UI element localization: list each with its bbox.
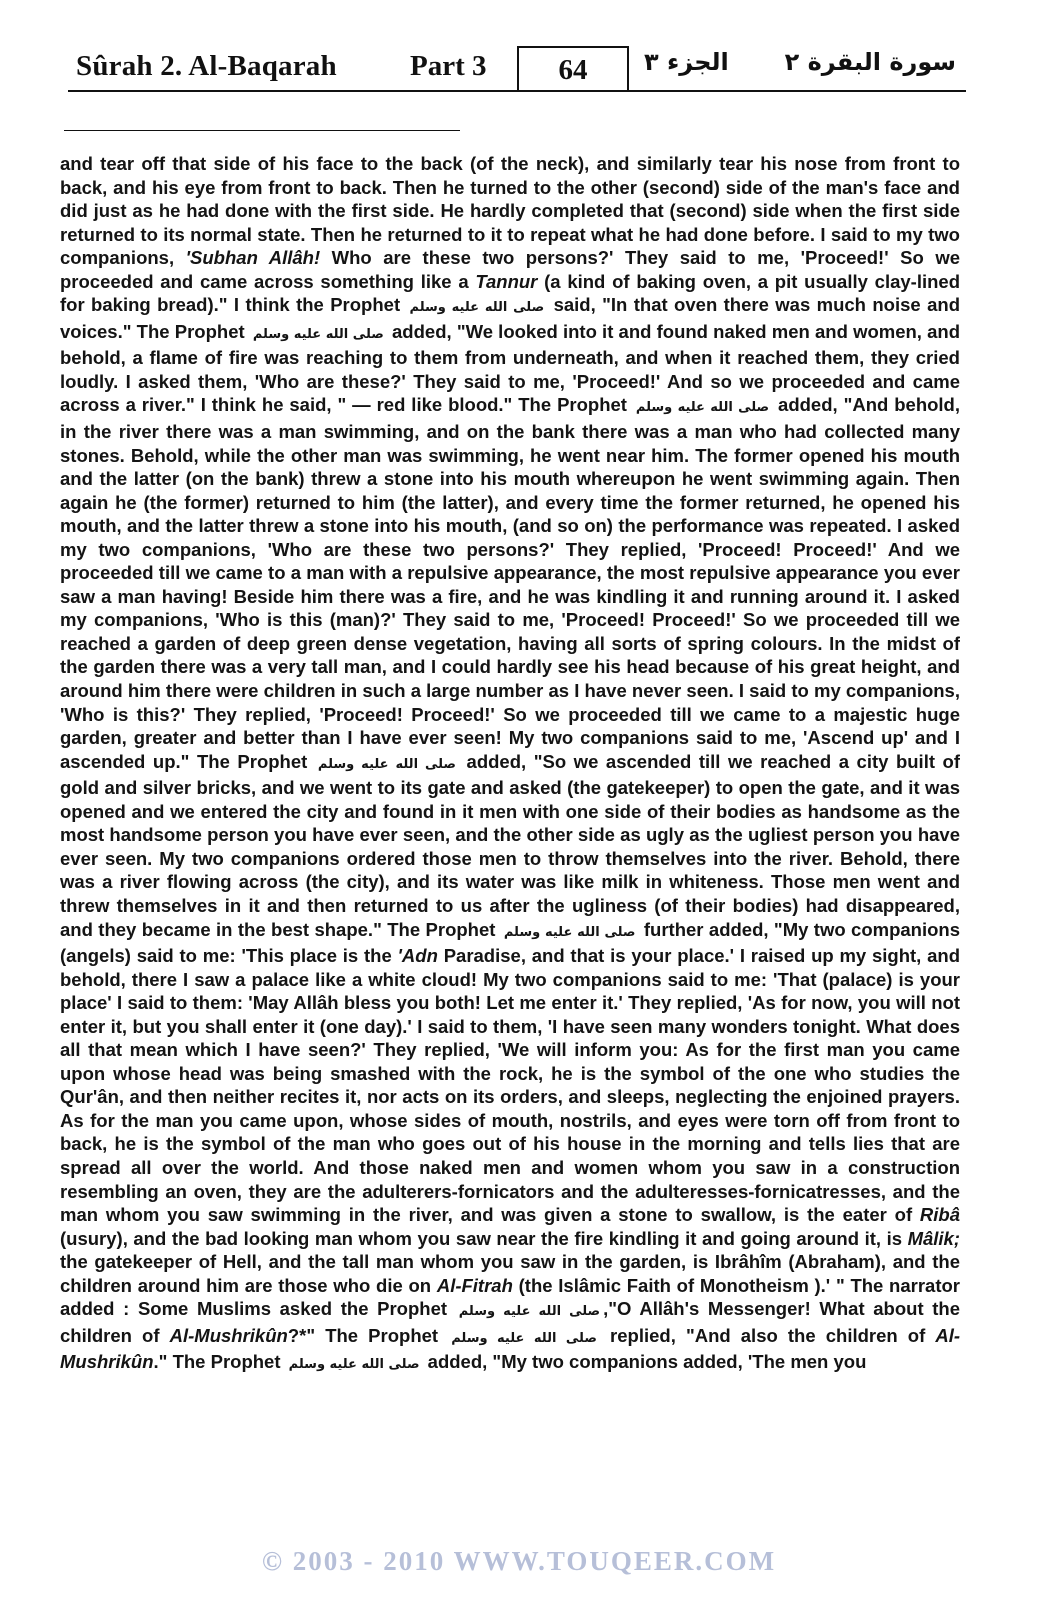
text-run-italic: Ribâ [919,1204,960,1226]
text-run: Who are these two persons?' They said to me, 'Proceed!' So we proceeded and came across something like a [60,247,960,292]
text-run-italic: 'Adn [397,945,438,967]
hadith-paragraph [60,152,960,1377]
page-number: 64 [517,46,629,90]
text-run: added, "My two companions added, 'The men you [427,1351,867,1373]
text-run: ,"O Allâh's Messenger! What about the children of [60,1298,960,1346]
body-text [60,152,960,1542]
text-run-italic: Tannur [475,270,538,292]
text-run: Paradise, and that is your place.' I raised up my sight, and behold, there I saw a palace like a white cloud! My two companions said to me: 'That (palace) is your place' I said to them: 'May Allâh bless you both! Let me enter it.' They replied, 'As for now, you will not enter it, but you shall enter it (one day).' I said to them, 'I have seen many wonders tonight. What does all that mean which I have seen?' They replied, 'We will inform you: As for the first man you came upon whose head was being smashed with the rock, he is the symbol of the one who studies the Qur'ân, and then neither recites it, nor acts on its orders, and sleeps, neglecting the enjoined prayers. As for the man you came upon, whose sides of mouth, nostrils, and eyes were torn off from front to back, he is the symbol of the man who goes out of his house in the morning and tells lies that are spread all over the world. And those naked men and women whom you saw in a construction resembling an oven, they are the adulterers-fornicators and the adulteresses-fornicatresses, and the man whom you saw swimming in the river, and was given a stone to swallow, is the eater of [60,945,960,1226]
text-run-italic: 'Subhan Allâh! [185,247,321,269]
text-run: added, "And behold, in the river there was a man swimming, and on the bank there was a man who had collected many stones. Behold, while the other man was swimming, he went near him. The former opened his mouth and the latter (on the bank) threw a stone into his mouth whereupon he went swimming again. Then again he (the former) returned to him (the latter), and every time the former returned, he opened his mouth, and the latter threw a stone into his mouth, (and so on) the performance was repeated. I asked my two companions, 'Who are these two persons?' They replied, 'Proceed! Proceed!' And we proceeded till we came to a man with a repulsive appearance, the most repulsive appearance you ever saw a man having! Beside him there was a fire, and he was kindling it and running around it. I asked my companions, 'Who is this (man)?' They said to me, 'Proceed! Proceed!' So we proceeded till we reached a garden of deep green dense vegetation, having all sorts of spring colours. In the midst of the garden there was a very tall man, and I could hardly see his head because of his great height, and around him there were children in such a large number as I have never seen. I said to my companions, 'Who is this?' They replied, 'Proceed! Proceed!' So we proceeded till we came to a majestic huge garden, greater and better than I have ever seen! My two companions said to me, 'Ascend up' and I ascended up." The Prophet [60,394,960,772]
text-run: added, "We looked into it and found naked men and women, and behold, a flame of fire was reaching to them from underneath, and when it reached them, they cried loudly. I asked them, 'Who are these?' They said to me, 'Proceed!' And so we proceeded and came across a river." I think he said, " — red like blood." The Prophet [60,320,960,416]
text-run-italic: Al-Fitrah [436,1274,513,1296]
text-run: (a kind of baking oven, a pit usually clay-lined for baking bread)." I think the Prophet [60,270,960,316]
text-run-italic: Mâlik; [907,1227,960,1249]
arabic-surah-title: سورة البقرة ٢ [784,48,956,76]
honorific-arabic: صلى الله عليه وسلم [635,400,770,416]
text-run: said, "In that oven there was much noise and voices." The Prophet [60,294,960,342]
arabic-part-label: الجزء ٣ [644,48,729,76]
text-run-italic: Al-Mushrikûn [60,1324,960,1373]
honorific-arabic: صلى الله عليه وسلم [288,1357,420,1373]
surah-title: Sûrah 2. Al-Baqarah [76,50,337,82]
copyright-footer: © 2003 - 2010 WWW.TOUQEER.COM [261,1546,777,1576]
text-run: ?*" The Prophet [287,1324,439,1346]
text-run: further added, "My two companions (angels) said to me: 'This place is the [60,918,960,967]
text-run: (usury), and the bad looking man whom you saw near the fire kindling it and going around it, is [60,1227,908,1249]
honorific-arabic: صلى الله عليه وسلم [317,756,456,772]
text-run: ." The Prophet [153,1351,281,1373]
honorific-arabic: صلى الله عليه وسلم [451,1330,597,1346]
text-run: (the Islâmic Faith of Monotheism ).' " The narrator added : Some Muslims asked the Prophet [60,1274,960,1320]
header-rule [68,90,966,92]
honorific-arabic: صلى الله عليه وسلم [252,326,384,342]
honorific-arabic: صلى الله عليه وسلم [409,300,545,316]
part-label: Part 3 [410,50,487,82]
text-run-italic: Al-Mushrikûn [169,1324,288,1346]
honorific-arabic: صلى الله عليه وسلم [458,1304,601,1320]
honorific-arabic: صلى الله عليه وسلم [503,924,636,940]
text-run: the gatekeeper of Hell, and the tall man whom you saw in the garden, is Ibrâhîm (Abraham), and the children around him are those who die on [60,1251,960,1296]
text-run: replied, "And also the children of [610,1324,936,1346]
page-header [68,44,968,92]
text-run: added, "So we ascended till we reached a city built of gold and silver bricks, and we went to its gate and asked (the gatekeeper) to open the gate, and it was opened and we entered the city and found in it men with one side of their bodies as handsome as the most handsome person you have ever seen, and the other side as ugly as the ugliest person you have ever seen. My two companions ordered those men to throw themselves into the river. Behold, there was a river flowing across (the city), and its water was like milk in whiteness. Those men went and threw themselves in it and then returned to us after the ugliness (of their bodies) had disappeared, and they became in the best shape." The Prophet [60,750,960,940]
text-run: and tear off that side of his face to the back (of the neck), and similarly tear his nose from front to back, and his eye from front to back. Then he turned to the other (second) side of the man's face and did just as he had done with the first side. He hardly completed that (second) side when the first side returned to its normal state. Then he returned to it to repeat what he had done before. I said to my two companions, [60,153,960,269]
footnote-separator [64,130,460,131]
